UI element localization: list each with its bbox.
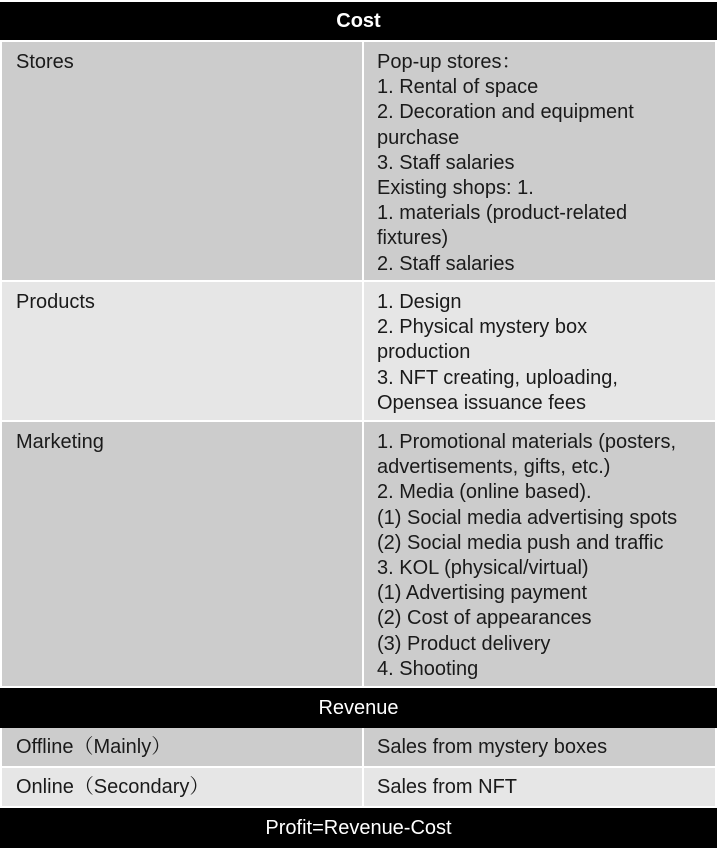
revenue-header: Revenue <box>0 688 717 728</box>
cost-item: production <box>377 341 471 364</box>
cost-category <box>2 282 362 420</box>
cost-item: purchase <box>377 126 460 149</box>
cost-item: (2) Social media push and traffic <box>377 531 664 554</box>
revenue-source <box>364 728 715 766</box>
cost-item: (1) Social media advertising spots <box>377 506 678 529</box>
cost-item: 1. Promotional materials (posters, <box>377 431 677 453</box>
cost-header: Cost <box>0 2 717 40</box>
cost-item: fixtures) <box>377 227 449 250</box>
category-label: Products <box>16 291 95 313</box>
category-label: Stores <box>16 51 74 73</box>
revenue-channel <box>2 768 362 806</box>
category-label: Marketing <box>16 431 104 453</box>
cost-item: 1. Rental of space <box>377 76 539 99</box>
cost-item: 1. Design <box>377 291 462 313</box>
cost-item: Pop-up stores： <box>377 51 522 73</box>
cost-item: 1. materials (product-related <box>377 202 628 225</box>
cost-item: 3. KOL (physical/virtual) <box>377 557 589 580</box>
cost-item: 4. Shooting <box>377 657 479 680</box>
revenue-row-online <box>0 768 717 806</box>
channel-label: Online（Secondary） <box>16 776 210 798</box>
cost-item: 3. Staff salaries <box>377 151 515 174</box>
cost-item: (3) Product delivery <box>377 632 551 655</box>
cost-items <box>364 42 715 280</box>
cost-item: 2. Staff salaries <box>377 252 515 275</box>
revenue-source <box>364 768 715 806</box>
cost-item: 2. Physical mystery box <box>377 316 588 339</box>
cost-item: (1) Advertising payment <box>377 582 588 605</box>
revenue-row-offline <box>0 728 717 766</box>
cost-items <box>364 422 715 686</box>
source-label: Sales from mystery boxes <box>377 736 608 758</box>
cost-category <box>2 42 362 280</box>
cost-items <box>364 282 715 420</box>
source-label: Sales from NFT <box>377 776 518 798</box>
revenue-channel <box>2 728 362 766</box>
cost-row-marketing <box>0 422 717 686</box>
cost-row-stores <box>0 42 717 280</box>
channel-label: Offline（Mainly） <box>16 736 172 758</box>
cost-category <box>2 422 362 686</box>
cost-item: 3. NFT creating, uploading, <box>377 366 618 389</box>
cost-item: 2. Media (online based). <box>377 481 592 504</box>
cost-item: Existing shops: 1. <box>377 177 534 200</box>
profit-footer: Profit=Revenue-Cost <box>0 808 717 848</box>
cost-item: 2. Decoration and equipment <box>377 101 634 124</box>
cost-item: Opensea issuance fees <box>377 391 587 414</box>
cost-row-products <box>0 282 717 420</box>
cost-item: (2) Cost of appearances <box>377 607 592 630</box>
cost-item: advertisements, gifts, etc.) <box>377 456 611 479</box>
